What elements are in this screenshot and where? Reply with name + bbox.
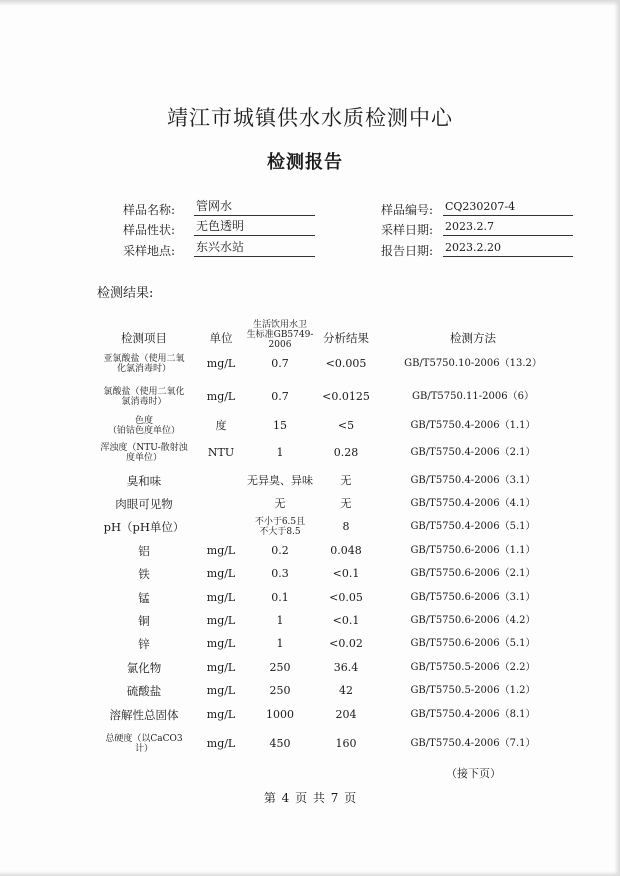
analysis-result: 42	[339, 684, 353, 697]
test-item-line: 色度	[134, 416, 154, 426]
analysis-result: 0.28	[333, 446, 359, 459]
test-method: GB/T5750.11-2006（6）	[412, 391, 534, 402]
sample-state-value: 无色透明	[194, 219, 315, 236]
report-date-value: 2023.2.20	[443, 240, 573, 257]
test-method: GB/T5750.4-2006（1.1）	[410, 420, 536, 431]
test-item-line: 总硬度（以CaCO3	[105, 734, 183, 744]
test-item-line: 计）	[134, 744, 153, 754]
test-item-line: 硫酸盐	[126, 684, 162, 698]
test-item	[110, 709, 179, 721]
test-method: GB/T5750.10-2006（13.2）	[404, 358, 542, 369]
test-item-line: 锰	[138, 591, 150, 605]
test-method: GB/T5750.4-2006（2.1）	[410, 447, 536, 458]
analysis-result: 8	[342, 520, 350, 533]
test-item-line: 度单位）	[125, 453, 163, 463]
organization-title: 靖江市城镇供水水质检测中心	[167, 106, 453, 130]
standard-limit: 0.2	[271, 544, 289, 557]
test-item-line: 铝	[138, 544, 150, 558]
test-item	[100, 443, 187, 463]
standard-limit: 0.3	[271, 567, 289, 580]
test-item-line: 氯酸盐（使用二氧化	[103, 387, 185, 397]
sample-state-label: 样品性状:	[123, 223, 176, 237]
test-item-line: 臭和味	[126, 474, 162, 488]
unit-cell: mg/L	[206, 567, 236, 580]
test-method: GB/T5750.6-2006（4.2）	[410, 615, 536, 626]
standard-limit: 1	[276, 614, 284, 627]
test-item-line: 铜	[138, 614, 150, 628]
test-method: GB/T5750.4-2006（4.1）	[410, 498, 536, 509]
test-method: GB/T5750.4-2006（3.1）	[410, 475, 536, 486]
sample-name-value: 管网水	[194, 199, 315, 216]
report-date-label: 报告日期:	[381, 244, 434, 258]
analysis-result: <0.0125	[322, 390, 370, 403]
sampling-date-label: 采样日期:	[381, 223, 434, 237]
standard-header-line: 生标准GB5749-	[246, 330, 314, 340]
test-item	[138, 615, 150, 627]
analysis-result: <0.02	[329, 637, 363, 650]
sampling-date-value: 2023.2.7	[443, 219, 573, 236]
results-heading: 检测结果:	[97, 286, 154, 301]
test-method: GB/T5750.6-2006（3.1）	[410, 592, 536, 603]
standard-limit: 0.7	[271, 357, 289, 370]
standard-header-line: 2006	[268, 340, 292, 350]
analysis-result: <0.1	[332, 567, 360, 580]
standard-limit: 0.7	[271, 390, 289, 403]
unit-cell: mg/L	[206, 357, 236, 370]
test-item	[127, 475, 162, 487]
test-method: GB/T5750.5-2006（2.2）	[410, 662, 536, 673]
continued-note: （接下页）	[446, 767, 501, 780]
standard-limit: 15	[273, 419, 287, 432]
standard-limit: 无异臭、异味	[247, 474, 313, 487]
analysis-result: 204	[335, 708, 357, 721]
report-title: 检测报告	[267, 152, 343, 173]
analysis-result: 0.048	[330, 544, 362, 557]
column-header-standard	[247, 320, 314, 350]
sample-location-value: 东兴水站	[194, 240, 315, 257]
test-method: GB/T5750.4-2006（7.1）	[410, 738, 536, 749]
test-item-line: pH（pH单位）	[103, 520, 185, 534]
test-item-line: 浑浊度（NTU-散射浊	[100, 443, 188, 453]
test-method: GB/T5750.4-2006（5.1）	[410, 521, 536, 532]
sample-no-value: CQ230207-4	[443, 199, 573, 216]
unit-cell: mg/L	[206, 661, 236, 674]
standard-limit: 无	[274, 497, 286, 510]
analysis-result: <0.1	[332, 614, 360, 627]
test-item	[127, 685, 162, 697]
unit-cell: mg/L	[206, 684, 236, 697]
unit-cell: mg/L	[206, 544, 236, 557]
sample-name-label: 样品名称:	[123, 203, 176, 217]
unit-cell: mg/L	[206, 390, 236, 403]
standard-limit: 250	[269, 684, 291, 697]
analysis-result: <0.05	[329, 591, 363, 604]
unit-cell: mg/L	[206, 614, 236, 627]
test-item	[103, 387, 184, 407]
page-footer: 第 4 页 共 7 页	[263, 791, 357, 805]
test-method: GB/T5750.4-2006（8.1）	[410, 709, 536, 720]
test-item	[115, 498, 173, 510]
unit-cell: mg/L	[206, 591, 236, 604]
test-item	[138, 568, 150, 580]
standard-limit: 1000	[266, 708, 294, 721]
standard-limit: 250	[269, 661, 291, 674]
test-item	[138, 638, 150, 650]
test-item-line: 溶解性总固体	[109, 708, 179, 722]
test-item-line: 亚氯酸盐（使用二氧	[103, 354, 185, 364]
sample-location-label: 采样地点:	[123, 244, 176, 258]
unit-cell: NTU	[207, 446, 235, 459]
test-item-line: 铁	[138, 567, 150, 581]
column-header-unit: 单位	[209, 331, 233, 345]
standard-limit: 1	[276, 446, 284, 459]
test-item-line: 氯消毒时）	[121, 397, 167, 407]
test-item-line: 氯化物	[126, 661, 162, 675]
test-item-line: 肉眼可见物	[115, 497, 173, 511]
test-item	[138, 545, 150, 557]
standard-limit: 1	[276, 637, 284, 650]
unit-cell: mg/L	[206, 637, 236, 650]
analysis-result: 无	[340, 474, 352, 487]
standard-header-line: 生活饮用水卫	[252, 320, 307, 330]
standard-limit: 450	[269, 737, 291, 750]
test-item	[108, 416, 180, 436]
test-item	[104, 521, 185, 533]
test-item-line: 化氯消毒时）	[116, 364, 172, 374]
column-header-result: 分析结果	[323, 331, 369, 345]
test-item-line: 锌	[138, 637, 150, 651]
analysis-result: 160	[335, 737, 357, 750]
standard-limit: 不小于6.5且 不大于8.5	[254, 517, 306, 537]
column-header-method: 检测方法	[450, 331, 496, 345]
test-method: GB/T5750.6-2006（2.1）	[410, 568, 536, 579]
test-method: GB/T5750.6-2006（1.1）	[410, 545, 536, 556]
test-item-line: （铂钴色度单位）	[107, 426, 181, 436]
test-method: GB/T5750.6-2006（5.1）	[410, 638, 536, 649]
analysis-result: <0.005	[325, 357, 367, 370]
column-header-item: 检测项目	[121, 331, 167, 345]
analysis-result: 36.4	[333, 661, 359, 674]
standard-limit: 0.1	[271, 591, 289, 604]
test-item	[138, 592, 150, 604]
test-item	[105, 734, 182, 754]
test-method: GB/T5750.5-2006（1.2）	[410, 685, 536, 696]
analysis-result: 无	[340, 497, 352, 510]
unit-cell: 度	[215, 419, 227, 432]
analysis-result: <5	[337, 419, 355, 432]
test-item	[103, 354, 184, 374]
sample-no-label: 样品编号:	[381, 203, 434, 217]
unit-cell: mg/L	[206, 708, 236, 721]
test-item	[127, 662, 162, 674]
unit-cell: mg/L	[206, 737, 236, 750]
